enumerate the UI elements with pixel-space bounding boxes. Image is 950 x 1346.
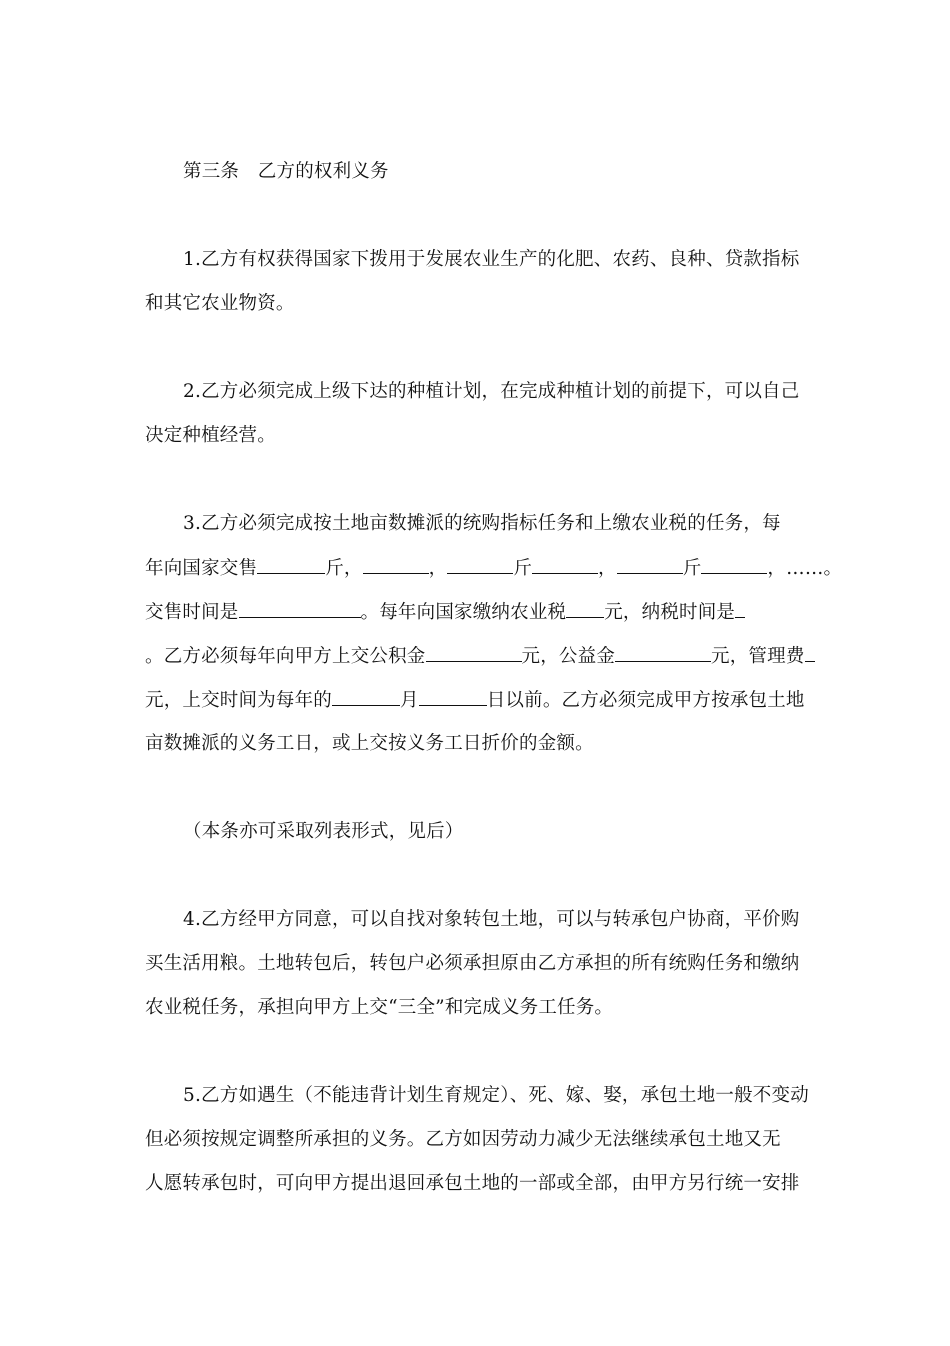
fill-blank bbox=[566, 599, 604, 618]
paragraph-2-line-2: 决定种植经营。 bbox=[145, 425, 276, 446]
fill-blank bbox=[805, 643, 815, 662]
text-segment: 年向国家交售 bbox=[145, 558, 258, 579]
text-segment: 日以前。乙方必须完成甲方按承包土地 bbox=[486, 690, 805, 711]
note-line: （本条亦可采取列表形式，见后） bbox=[183, 821, 464, 842]
paragraph-3-line-2 bbox=[145, 555, 842, 582]
fill-blank bbox=[615, 643, 711, 662]
fill-blank bbox=[532, 555, 598, 574]
paragraph-1-line-1: 1.乙方有权获得国家下拨用于发展农业生产的化肥、农药、良种、贷款指标 bbox=[183, 249, 800, 270]
article-heading: 第三条 乙方的权利义务 bbox=[183, 161, 389, 182]
paragraph-3-line-4 bbox=[145, 643, 815, 670]
text-segment: 斤， bbox=[325, 558, 363, 579]
paragraph-5-line-2: 但必须按规定调整所承担的义务。乙方如因劳动力减少无法继续承包土地又无 bbox=[145, 1129, 781, 1150]
text-segment: 元，公益金 bbox=[521, 646, 616, 667]
fill-blank bbox=[419, 687, 487, 706]
fill-blank bbox=[257, 555, 325, 574]
fill-blank bbox=[617, 555, 683, 574]
text-segment: 斤 bbox=[513, 558, 533, 579]
text-segment: 元，上交时间为每年的 bbox=[145, 690, 333, 711]
text-segment: 月 bbox=[400, 690, 419, 711]
paragraph-3-line-3 bbox=[145, 599, 745, 626]
fill-blank bbox=[332, 687, 400, 706]
paragraph-2-line-1: 2.乙方必须完成上级下达的种植计划，在完成种植计划的前提下，可以自己 bbox=[183, 381, 800, 402]
text-segment: 斤 bbox=[682, 558, 702, 579]
paragraph-1-line-2: 和其它农业物资。 bbox=[145, 293, 295, 314]
fill-blank bbox=[363, 555, 429, 574]
fill-blank bbox=[447, 555, 513, 574]
text-segment: 交售时间是 bbox=[145, 602, 239, 623]
text-segment: 。乙方必须每年向甲方上交公积金 bbox=[145, 646, 426, 667]
fill-blank bbox=[239, 599, 361, 618]
paragraph-4-line-3: 农业税任务，承担向甲方上交“三全”和完成义务工任务。 bbox=[145, 997, 614, 1018]
text-segment: 元，纳税时间是 bbox=[604, 602, 736, 623]
text-segment: ， bbox=[598, 558, 617, 579]
fill-blank bbox=[701, 555, 767, 574]
text-segment: 。每年向国家缴纳农业税 bbox=[360, 602, 567, 623]
fill-blank bbox=[426, 643, 522, 662]
paragraph-3-line-1: 3.乙方必须完成按土地亩数摊派的统购指标任务和上缴农业税的任务，每 bbox=[183, 513, 781, 534]
paragraph-3-line-5 bbox=[145, 687, 805, 714]
paragraph-5-line-1: 5.乙方如遇生（不能违背计划生育规定）、死、嫁、娶，承包土地一般不变动 bbox=[183, 1085, 809, 1106]
text-segment: 元，管理费 bbox=[711, 646, 805, 667]
paragraph-4-line-1: 4.乙方经甲方同意，可以自找对象转包土地，可以与转承包户协商，平价购 bbox=[183, 909, 800, 930]
text-segment: ，……。 bbox=[767, 558, 843, 579]
fill-blank bbox=[735, 599, 745, 618]
paragraph-4-line-2: 买生活用粮。土地转包后，转包户必须承担原由乙方承担的所有统购任务和缴纳 bbox=[145, 953, 800, 974]
text-segment: ， bbox=[428, 558, 448, 579]
paragraph-5-line-3: 人愿转承包时，可向甲方提出退回承包土地的一部或全部，由甲方另行统一安排 bbox=[145, 1173, 800, 1194]
paragraph-3-line-6: 亩数摊派的义务工日，或上交按义务工日折价的金额。 bbox=[145, 733, 594, 754]
